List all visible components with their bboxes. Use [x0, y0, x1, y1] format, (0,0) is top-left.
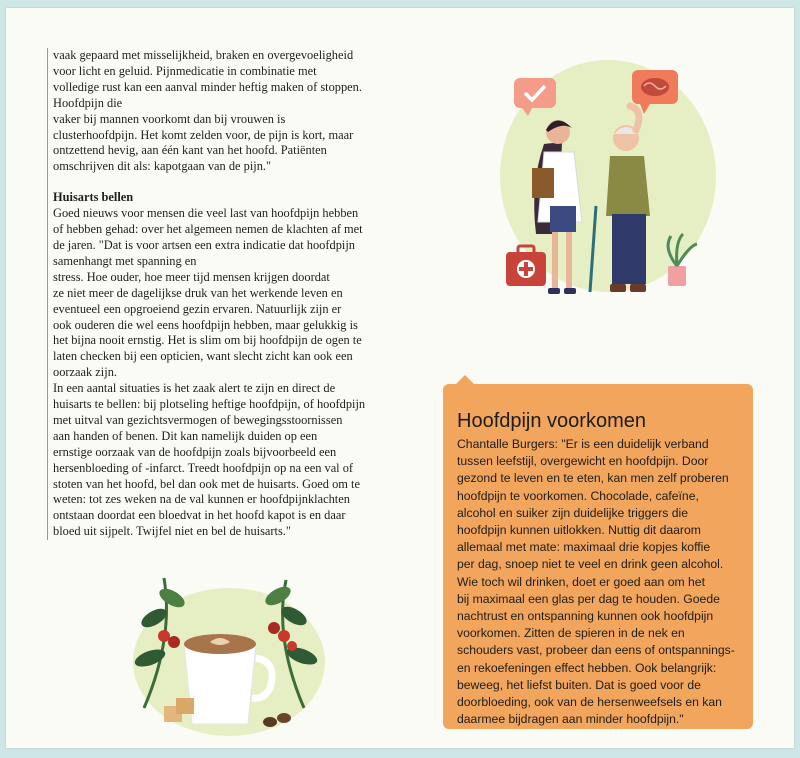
- callout-line: voorkomen. Zitten de spieren in de nek en: [457, 626, 685, 641]
- article-line: eventueel een opgroeiend gezin ervaren. Natuurlijk zijn er: [53, 301, 342, 316]
- article-line: stoten van het hoofd, bel dan ook met de huisarts. Goed om te: [53, 476, 360, 491]
- article-line: bloed uit sijpelt. Twijfel niet en bel de huisarts.": [53, 524, 291, 539]
- callout-title: Hoofdpijn voorkomen: [457, 410, 646, 432]
- article-line: ontzettend hevig, aan één kant van het hoofd. Patiënten: [53, 143, 327, 158]
- article-line: Hoofdpijn die: [53, 95, 123, 110]
- article-line: met uitval van gezichtsvermogen of bewegingsstoornissen: [53, 412, 343, 427]
- callout-line: tussen leefstijl, overgewicht en hoofdpijn. Door: [457, 454, 709, 469]
- article-line: ze niet meer de dagelijkse druk van het werkende leven en: [53, 285, 343, 300]
- section-heading: Huisarts bellen: [53, 190, 134, 205]
- callout-line: schouders vast, probeer dan eens of ontspannings-: [457, 643, 735, 658]
- callout-line: gezond te leven en te eten, kan men zelf proberen: [457, 471, 729, 486]
- article-line: samenhangt met spanning en: [53, 253, 197, 268]
- article-column: [47, 48, 433, 540]
- paragraph-gap: [53, 175, 433, 190]
- article-line: volledige rust kan een aanval minder heftig maken of stoppen.: [53, 79, 362, 94]
- article-line: ontstaan doordat een bloedvat in het hoofd kapot is en daar: [53, 508, 346, 523]
- article-line: vaker bij mannen voorkomt dan bij vrouwen is: [53, 111, 286, 126]
- article-line: stress. Hoe ouder, hoe meer tijd mensen krijgen doordat: [53, 269, 330, 284]
- callout-line: hoofdpijn kunnen uitlokken. Nuttig dit daarom: [457, 523, 701, 538]
- article-line: weten: tot zes weken na de val kunnen er hoofdpijnklachten: [53, 492, 350, 507]
- callout-line: en rekoefeningen effect hebben. Ook belangrijk:: [457, 660, 717, 675]
- article-line: In een aantal situaties is het zaak alert te zijn en direct de: [53, 381, 336, 396]
- article-line: vaak gepaard met misselijkheid, braken en overgevoeligheid: [53, 48, 354, 62]
- callout-line: nachtrust en ontspanning kunnen ook hoofdpijn: [457, 609, 714, 624]
- coffee-illustration: [124, 558, 334, 738]
- article-line: Goed nieuws voor mensen die veel last van hoofdpijn hebben: [53, 206, 359, 221]
- callout-line: Wie toch wil drinken, doet er goed aan om het: [457, 574, 705, 589]
- article-line: het bijna nooit ernstig. Het is slim om bij hoofdpijn de ogen te: [53, 333, 362, 348]
- callout-body: [457, 436, 747, 728]
- article-line: hersenbloeding of -infarct. Treedt hoofdpijn op na een val of: [53, 460, 354, 475]
- callout-line: allemaal met mate: maximaal drie kopjes koffie: [457, 540, 711, 555]
- article-line: clusterhoofdpijn. Het komt zelden voor, de pijn is kort, maar: [53, 127, 354, 142]
- callout-line: Chantalle Burgers: "Er is een duidelijk verband: [457, 437, 709, 451]
- article-line: aan handen of benen. Dit kan namelijk duiden op een: [53, 428, 318, 443]
- article-line: de jaren. "Dat is voor artsen een extra indicatie dat hoofdpijn: [53, 237, 355, 252]
- callout-line: doorbloeding, ook van de hersenweefsels en kan: [457, 695, 722, 710]
- magazine-page: [6, 8, 794, 748]
- article-line: huisarts te bellen: bij plotseling heftige hoofdpijn, of hoofdpijn: [53, 397, 366, 412]
- callout-line: daarmee bijdragen aan minder hoofdpijn.": [457, 712, 684, 727]
- callout-box: [443, 384, 753, 729]
- article-line: ernstige oorzaak van de hoofdpijn zoals bijvoorbeeld een: [53, 444, 337, 459]
- article-line: omschrijven dit als: kapotgaan van de pijn.": [53, 159, 272, 174]
- callout-line: per dag, snoep niet te veel en drink geen alcohol.: [457, 557, 724, 572]
- callout-line: hoofdpijn te voorkomen. Chocolade, cafeïne,: [457, 488, 699, 503]
- doctor-patient-illustration: [486, 56, 726, 306]
- article-line: oorzaak zijn.: [53, 365, 117, 380]
- first-aid-kit-icon: [506, 246, 546, 286]
- article-line: ook ouderen die wel eens hoofdpijn hebben, maar gelukkig is: [53, 317, 358, 332]
- callout-line: beweeg, het liefst buiten. Dat is goed voor de: [457, 677, 701, 692]
- callout-line: bij maximaal een glas per dag te houden. Goede: [457, 591, 720, 606]
- article-line: voor licht en geluid. Pijnmedicatie in combinatie met: [53, 63, 317, 78]
- callout-line: alcohol en suiker zijn duidelijke triggers die: [457, 505, 689, 520]
- article-line: laten checken bij een opticien, want slecht zicht kan ook een: [53, 349, 353, 364]
- article-line: of hebben gehad: over het algemeen nemen de klachten af met: [53, 222, 363, 237]
